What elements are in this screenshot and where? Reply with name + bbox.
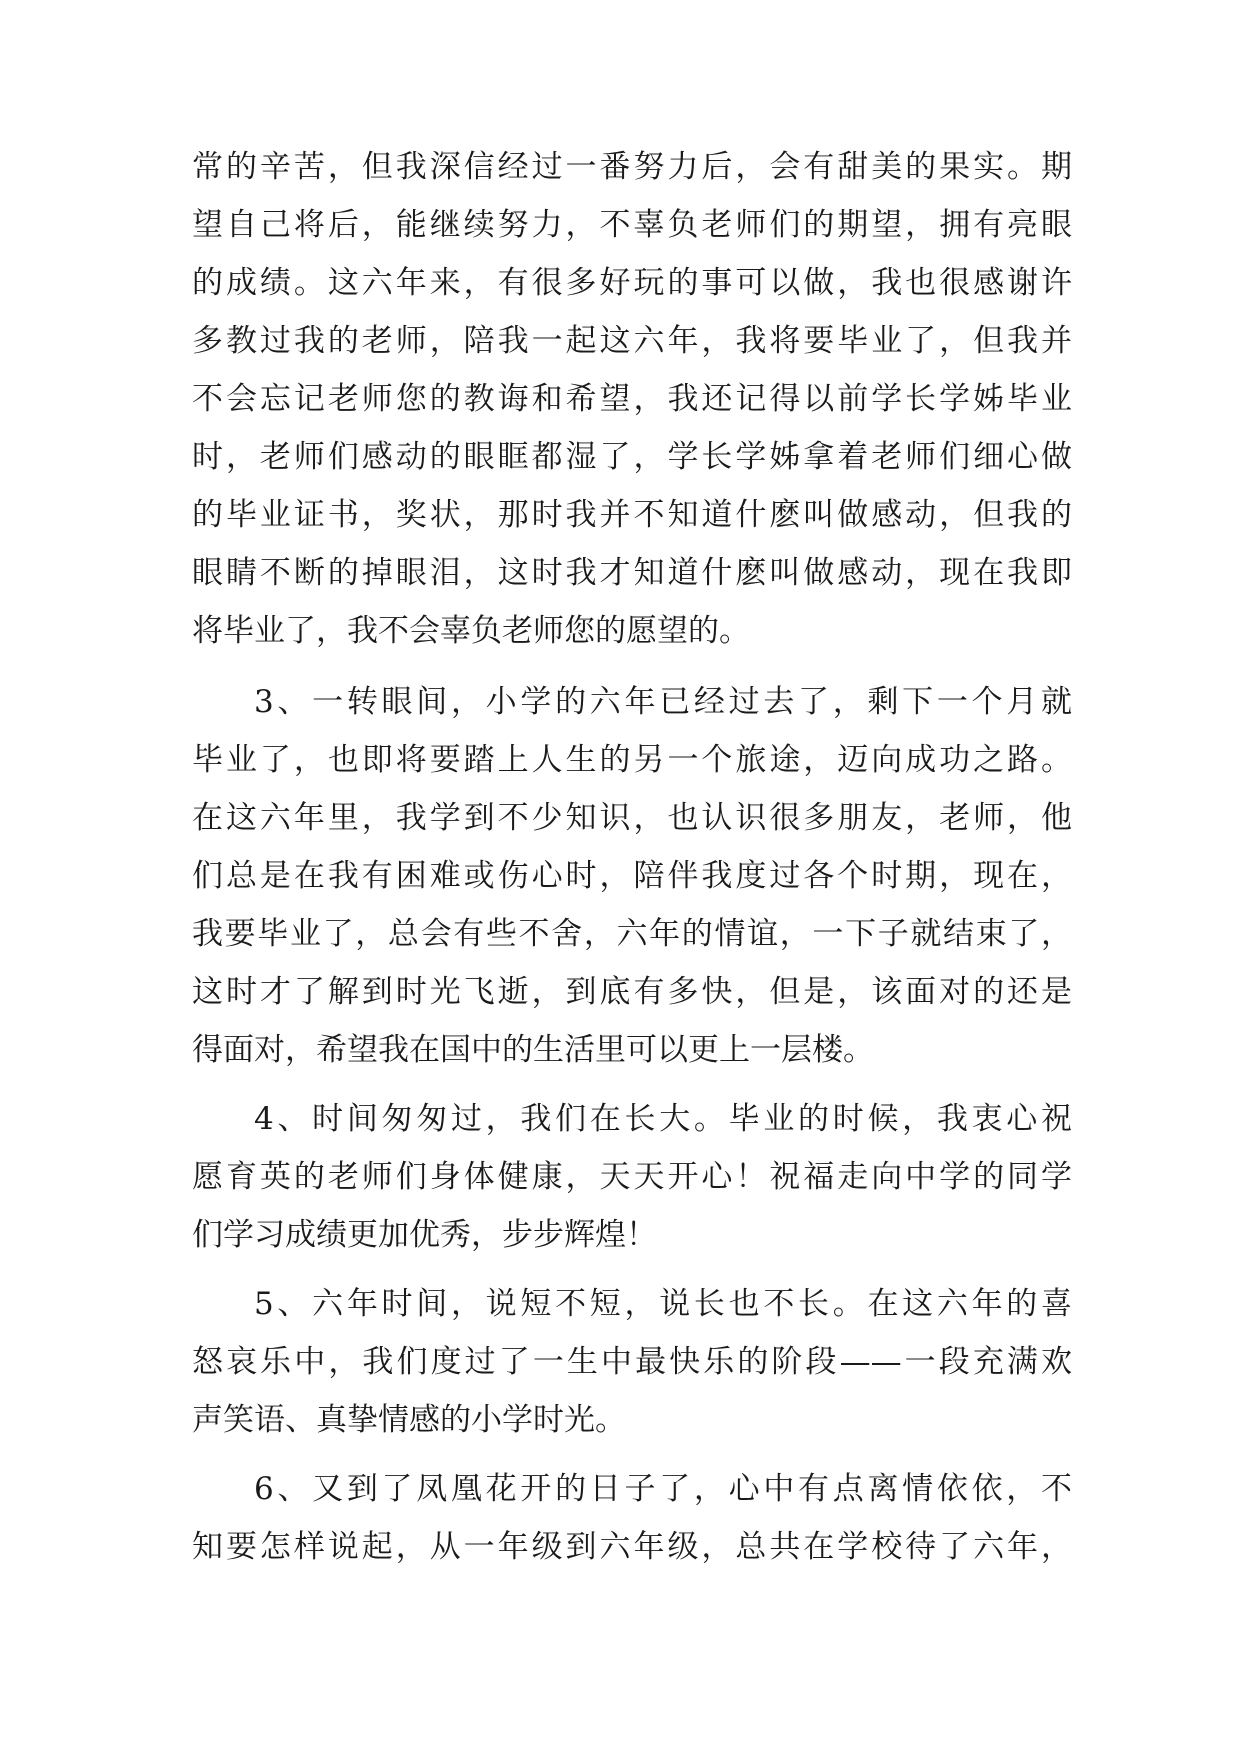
paragraph-5-start: 5、六年时间，说短不短，说长也不长。在这六年的喜 xyxy=(254,1286,1072,1322)
text-line: 愿育英的老师们身体健康，天天开心！祝福走向中学的同学 xyxy=(192,1159,1072,1195)
text-line: 不会忘记老师您的教诲和希望，我还记得以前学长学姊毕业 xyxy=(192,381,1072,417)
text-line: 们总是在我有困难或伤心时，陪伴我度过各个时期，现在， xyxy=(192,858,1072,894)
text-line: 多教过我的老师，陪我一起这六年，我将要毕业了，但我并 xyxy=(192,323,1072,359)
text-line: 这时才了解到时光飞逝，到底有多快，但是，该面对的还是 xyxy=(192,974,1072,1010)
text-line: 知要怎样说起，从一年级到六年级，总共在学校待了六年， xyxy=(192,1529,1072,1565)
text-line: 们学习成绩更加优秀，步步辉煌！ xyxy=(192,1217,657,1253)
text-line: 的成绩。这六年来，有很多好玩的事可以做，我也很感谢许 xyxy=(192,265,1072,301)
paragraph-6-start: 6、又到了凤凰花开的日子了，心中有点离情依依，不 xyxy=(254,1471,1072,1507)
text-line: 眼睛不断的掉眼泪，这时我才知道什麽叫做感动，现在我即 xyxy=(192,555,1072,591)
text-line: 得面对，希望我在国中的生活里可以更上一层楼。 xyxy=(192,1032,874,1068)
text-line: 时，老师们感动的眼眶都湿了，学长学姊拿着老师们细心做 xyxy=(192,439,1072,475)
text-line: 声笑语、真挚情感的小学时光。 xyxy=(192,1402,626,1438)
text-line: 毕业了，也即将要踏上人生的另一个旅途，迈向成功之路。 xyxy=(192,742,1072,778)
paragraph-3-start: 3、一转眼间，小学的六年已经过去了，剩下一个月就 xyxy=(254,684,1072,720)
text-line: 怒哀乐中，我们度过了一生中最快乐的阶段——一段充满欢 xyxy=(192,1344,1072,1380)
text-line: 常的辛苦，但我深信经过一番努力后，会有甜美的果实。期 xyxy=(192,149,1072,185)
text-line: 望自己将后，能继续努力，不辜负老师们的期望，拥有亮眼 xyxy=(192,207,1072,243)
text-line: 我要毕业了，总会有些不舍，六年的情谊，一下子就结束了， xyxy=(192,916,1072,952)
text-line: 将毕业了，我不会辜负老师您的愿望的。 xyxy=(192,613,750,649)
text-line: 在这六年里，我学到不少知识，也认识很多朋友，老师，他 xyxy=(192,800,1072,836)
paragraph-4-start: 4、时间匆匆过，我们在长大。毕业的时候，我衷心祝 xyxy=(254,1101,1072,1137)
text-line: 的毕业证书，奖状，那时我并不知道什麽叫做感动，但我的 xyxy=(192,497,1072,533)
